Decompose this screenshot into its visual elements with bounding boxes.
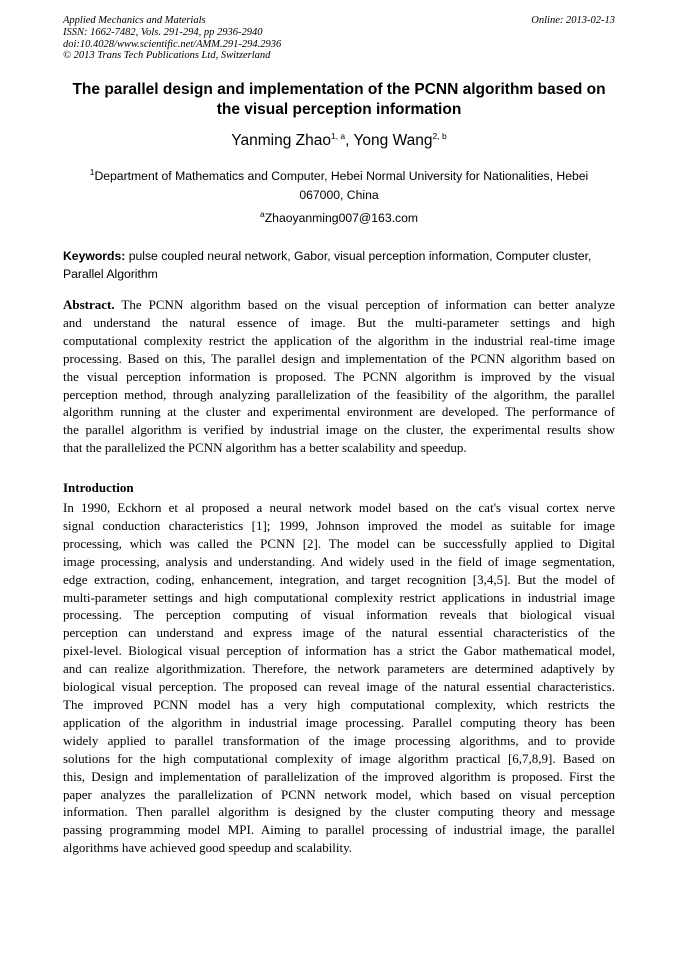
intro-line: processing, which was called the PCNN [2]. The model can be successfully applied to Digital <box>63 535 615 551</box>
abstract-line: the parallel algorithm is verified by industrial image on the cluster, the experimental results show <box>63 422 615 438</box>
intro-line: pixel-level. Biological visual perception of information has a strict the Gabor mathematical model, <box>63 643 615 659</box>
title-line-1: The parallel design and implementation of the PCNN algorithm based on <box>72 81 606 98</box>
online-date: Online: 2013-02-13 <box>531 15 615 26</box>
issn-line: ISSN: 1662-7482, Vols. 291-294, pp 2936-2940 <box>63 26 263 38</box>
abstract-line: algorithm running at the cluster and experimental environment are developed. The performance of <box>63 404 615 420</box>
abstract-line: and understand the natural essence of image. But the multi-parameter settings and high <box>63 314 615 330</box>
doi-line: doi:10.4028/www.scientific.net/AMM.291-294.2936 <box>63 38 282 50</box>
keywords-line-1: pulse coupled neural network, Gabor, visual perception information, Computer cluster, <box>125 249 592 263</box>
intro-line: application of the algorithm in industrial image processing. Parallel computing theory has been <box>63 714 615 730</box>
intro-line: paper analyzes the parallelization of PCNN network model, which based on visual perception <box>63 786 615 802</box>
abstract-section <box>63 296 615 457</box>
abstract-line: perception method, through analyzing parallelization of the feasibility of the algorithm, the parallel <box>63 386 615 402</box>
journal-name: Applied Mechanics and Materials <box>63 15 206 26</box>
intro-line: widely applied to parallel transformation of the image processing algorithms, and to provide <box>63 732 615 748</box>
intro-line: biological visual perception. The proposed can reveal image of the natural essential characteristics. <box>63 679 615 695</box>
intro-line: The improved PCNN model has a very high computational complexity, which restricts the <box>63 696 615 712</box>
email-address[interactable]: Zhaoyanming007@163.com <box>264 211 419 225</box>
journal-header <box>63 15 615 62</box>
abstract-line: that the parallelized the PCNN algorithm has a better scalability and speedup. <box>63 440 467 456</box>
intro-line: information. Then parallel algorithm is designed by the cluster computing theory and message <box>63 804 615 820</box>
author-2-name: Yong Wang <box>353 132 433 149</box>
intro-line: algorithms have achieved good speedup and scalability. <box>63 840 353 856</box>
affiliation <box>63 167 615 205</box>
author-list <box>0 131 678 151</box>
keywords-label: Keywords: <box>63 249 126 263</box>
abstract-line: the visual perception information is proposed. The PCNN algorithm is improved by the visual <box>63 368 615 384</box>
author-2-affil-mark: 2, b <box>432 130 447 141</box>
intro-line: In 1990, Eckhorn et al proposed a neural network model based on the cat's visual cortex nerve <box>63 500 615 515</box>
abstract-line: Abstract. The PCNN algorithm based on the visual perception of information can better analyze <box>63 297 615 312</box>
author-1-affil-mark: 1, a <box>330 130 346 141</box>
author-separator: , <box>345 132 354 149</box>
intro-line: multi-parameter settings and high computational complexity restrict applications in industrial image <box>63 589 615 605</box>
copyright-line: © 2013 Trans Tech Publications Ltd, Switzerland <box>63 50 271 62</box>
abstract-label: Abstract. <box>63 297 115 312</box>
affiliation-mark: 1 <box>89 166 95 177</box>
intro-line: solutions for the high computational complexity of image algorithm practical [6,7,8,9]. Based on <box>63 750 615 766</box>
intro-line: image processing, analysis and understanding. And widely used in the field of image segmentation, <box>63 553 615 569</box>
email-line <box>0 209 678 227</box>
intro-line: this, Design and implementation of parallelization of the improved algorithm is proposed. First the <box>63 768 615 784</box>
intro-line: and can realize algorithmization. Therefore, the network parameters are determined adaptively by <box>63 661 615 677</box>
paper-title <box>58 80 620 119</box>
email-mark: a <box>259 208 265 219</box>
keywords-section <box>63 247 615 283</box>
introduction-heading: Introduction <box>63 480 134 495</box>
intro-line: edge extraction, coding, enhancement, integration, and target recognition [3,4,5]. But the model of <box>63 571 615 587</box>
intro-line: perception can understand and express image of the natural essential characteristics of the <box>63 625 615 641</box>
affiliation-line-2: 067000, China <box>299 188 379 202</box>
abstract-line: processing. Based on this, The parallel design and implementation of the PCNN algorithm based on <box>63 350 615 366</box>
intro-line: passing programming model MPI. Aiming to parallel processing of industrial image, the parallel <box>63 822 615 838</box>
keywords-line-2: Parallel Algorithm <box>63 267 158 282</box>
title-line-2: the visual perception information <box>216 100 462 118</box>
affiliation-line-1: Department of Mathematics and Computer, Hebei Normal University for Nationalities, Hebei <box>94 169 589 183</box>
introduction-body <box>63 499 615 857</box>
intro-line: signal conduction characteristics [1]; 1999, Johnson improved the model as suitable for image <box>63 517 615 533</box>
author-1-name: Yanming Zhao <box>231 132 331 149</box>
abstract-line: computational complexity restrict the application of the algorithm in the industrial real-time image <box>63 332 615 348</box>
intro-line: processing. The perception computing of visual information reveals that biological visual <box>63 607 615 623</box>
